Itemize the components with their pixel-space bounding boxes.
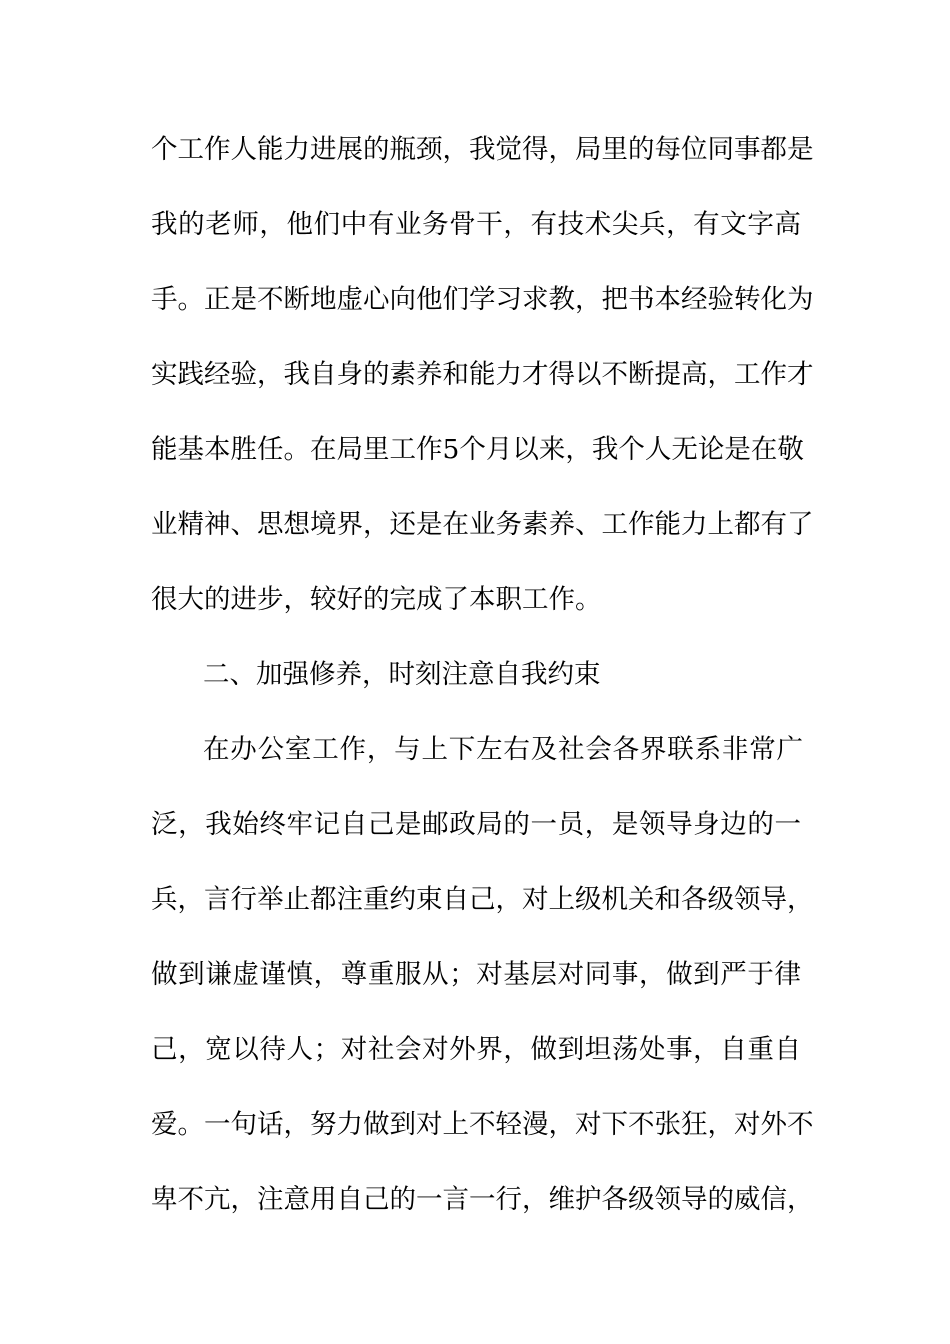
body-text-line: 在办公室工作，与上下左右及社会各界联系非常广 — [203, 734, 803, 765]
body-text-line: 我的老师，他们中有业务骨干，有技术尖兵，有文字高 — [151, 209, 801, 240]
body-text-line: 实践经验，我自身的素养和能力才得以不断提高，工作才 — [151, 359, 814, 390]
body-text-line: 兵，言行举止都注重约束自己，对上级机关和各级领导， — [151, 884, 814, 915]
body-text-line: 业精神、思想境界，还是在业务素养、工作能力上都有了 — [151, 509, 814, 540]
section-heading: 二、加强修养，时刻注意自我约束 — [203, 659, 601, 690]
body-text-line: 爱。一句话，努力做到对上不轻漫，对下不张狂，对外不 — [151, 1109, 814, 1140]
body-text-line: 很大的进步，较好的完成了本职工作。 — [151, 584, 602, 615]
body-text-line: 个工作人能力进展的瓶颈，我觉得，局里的每位同事都是 — [151, 134, 814, 165]
body-text-line: 卑不亢，注意用自己的一言一行，维护各级领导的威信， — [151, 1184, 814, 1215]
body-text-line: 做到谦虚谨慎，尊重服从；对基层对同事，做到严于律 — [151, 959, 801, 990]
body-text-line: 手。正是不断地虚心向他们学习求教，把书本经验转化为 — [151, 284, 814, 315]
body-text-line: 己，宽以待人；对社会对外界，做到坦荡处事，自重自 — [151, 1034, 801, 1065]
body-text-line: 泛，我始终牢记自己是邮政局的一员，是领导身边的一 — [151, 809, 801, 840]
body-text-line: 能基本胜任。在局里工作5个月以来，我个人无论是在敬 — [151, 434, 804, 465]
